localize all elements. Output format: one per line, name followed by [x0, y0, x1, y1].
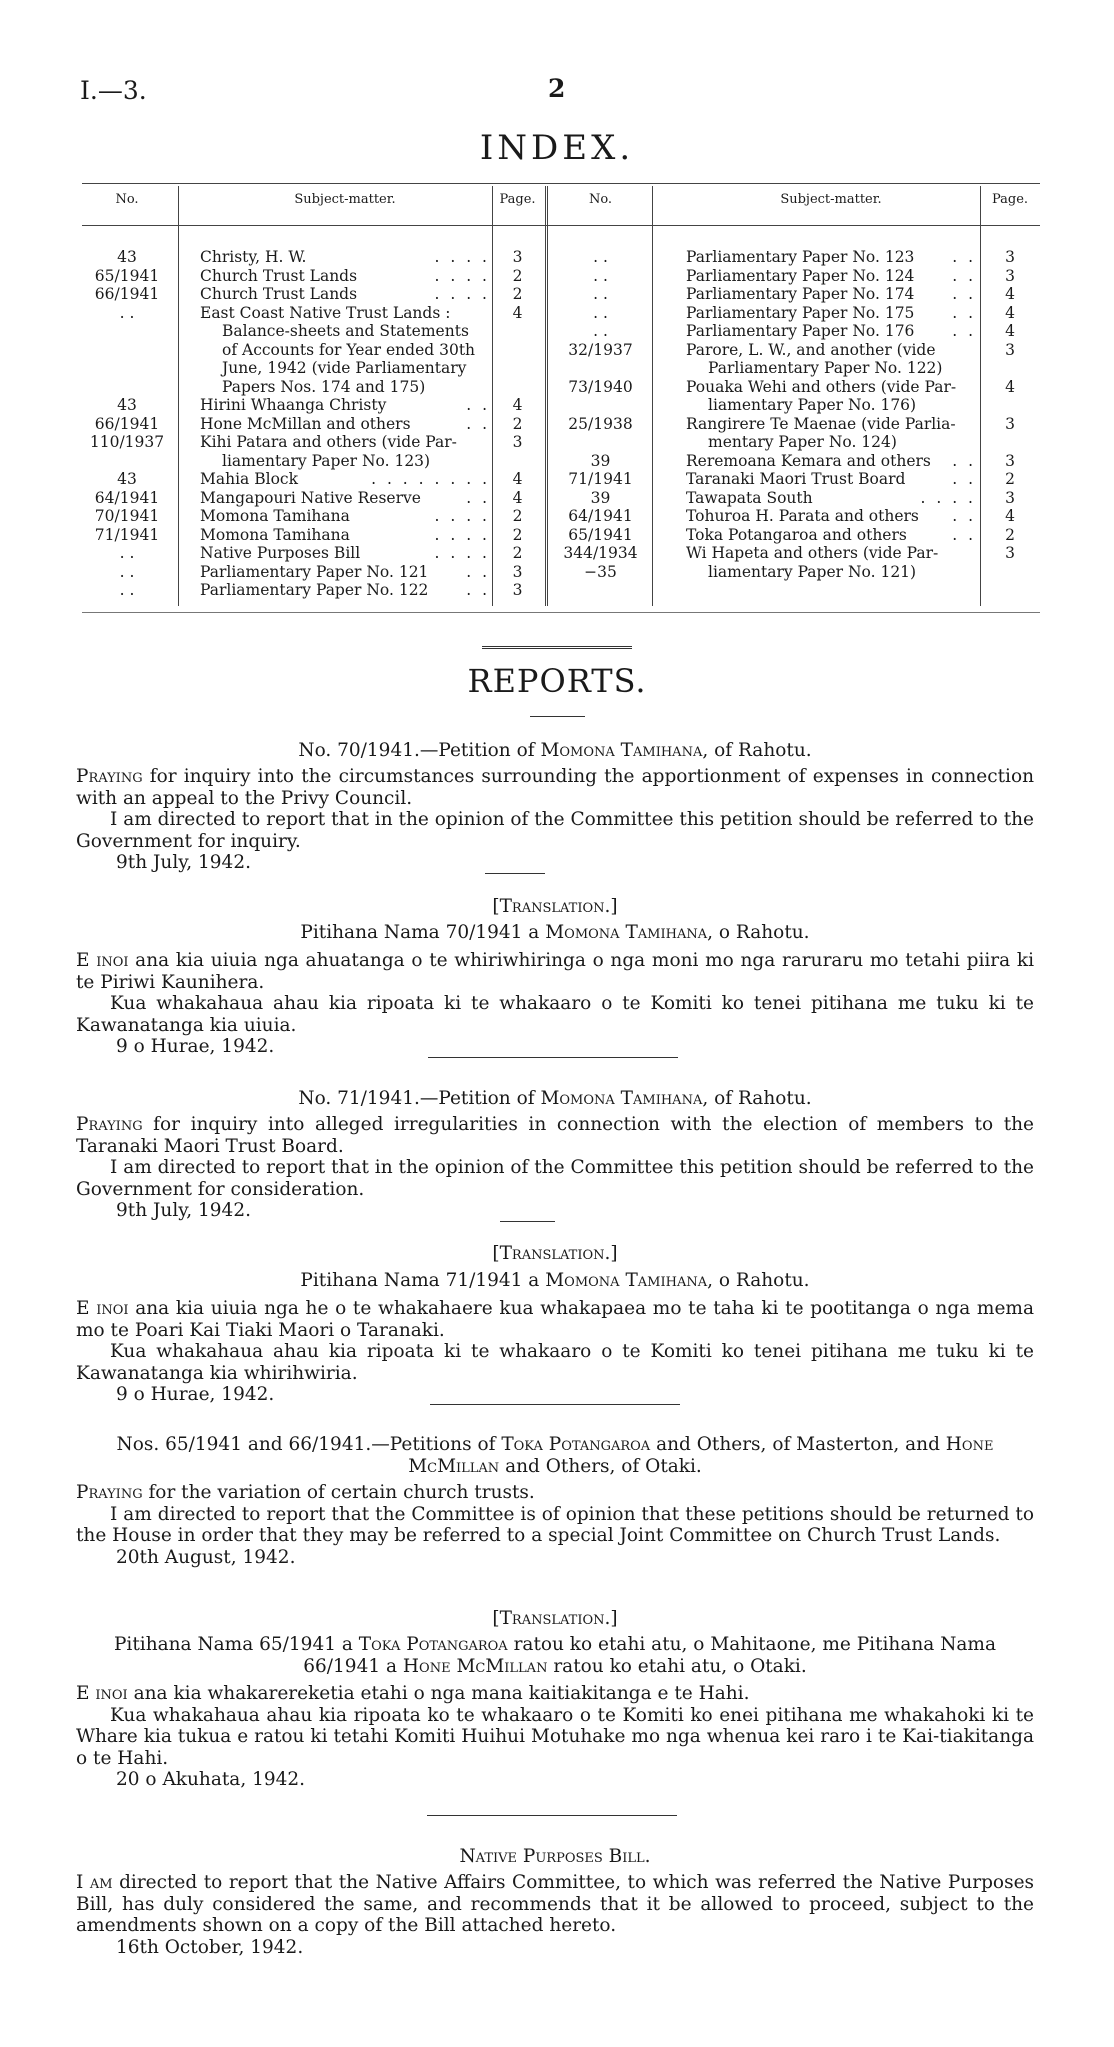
index-entry-page — [495, 359, 540, 378]
index-entry-number: 43 — [117, 248, 137, 266]
divider-rule — [428, 1057, 678, 1058]
leader-dots: . . — [466, 581, 490, 599]
petition-65-66-body: Praying for the variation of certain church trusts. I am directed to report that the Committee is of opinion that these petitions should be returned to the House in order that they may be referred to a special Joint Committee on Church Trust Lands. 20th August, 1942. — [76, 1482, 1034, 1568]
leader-dots: . . — [466, 396, 490, 414]
index-left-subjects — [200, 248, 490, 600]
index-entry-page: 4 — [512, 488, 523, 507]
index-entry-subject: Toka Potangaroa and others . . — [686, 525, 976, 544]
leader-dots: . . — [952, 285, 976, 303]
index-entry-page — [985, 359, 1035, 378]
index-entry-subject: liamentary Paper No. 176) — [708, 396, 917, 414]
index-entry-page: 2 — [512, 507, 523, 525]
index-entry-page: 3 — [1005, 340, 1015, 359]
index-entry-subject: Parliamentary Paper No. 122) — [708, 359, 943, 377]
petition-71-heading: No. 71/1941.—Petition of Momona Tamihana, of Rahotu. — [298, 1088, 812, 1109]
index-entry-page — [495, 378, 540, 397]
index-entry-subject: Rangirere Te Maenae (vide Parlia- — [686, 414, 956, 433]
index-entry-subject: East Coast Native Trust Lands : — [200, 303, 451, 322]
index-entry-page — [985, 433, 1035, 452]
leader-dots: . . — [466, 562, 490, 581]
index-entry-subject: Church Trust Lands . . . . — [200, 285, 490, 303]
index-entry-subject: Hirini Whaanga Christy . . — [200, 396, 490, 414]
index-entry-subject: liamentary Paper No. 121) — [708, 562, 917, 581]
header-page: Page. — [499, 192, 536, 207]
leader-dots: . . . . — [434, 525, 490, 544]
index-header-rule — [82, 225, 1040, 226]
index-entry-number: . . — [119, 303, 135, 322]
header-page: Page. — [991, 192, 1029, 207]
index-entry-page: 3 — [1005, 248, 1015, 266]
index-entry-subject: Parliamentary Paper No. 123 . . — [686, 248, 976, 266]
divider-rule — [427, 1815, 677, 1816]
leader-dots: . . — [466, 488, 490, 507]
index-right-numbers — [553, 248, 648, 581]
index-header-row — [0, 192, 1114, 222]
leader-dots: . . . . — [434, 507, 490, 525]
index-entry-subject: Church Trust Lands . . . . — [200, 266, 490, 285]
petition-65-66-heading: Nos. 65/1941 and 66/1941.—Petitions of Toka Potangaroa and Others, of Masterton, and Hone McMillan and Others, of Otaki. — [116, 1434, 994, 1477]
index-right-pages — [985, 248, 1035, 581]
index-entry-page — [985, 563, 1035, 582]
index-entry-number: 32/1937 — [568, 340, 633, 359]
index-entry-subject: of Accounts for Year ended 30th — [222, 340, 476, 359]
index-entry-number: 71/1941 — [94, 525, 160, 544]
page-number: 2 — [548, 74, 566, 103]
index-entry-number: . . — [593, 285, 608, 303]
leader-dots: . . — [952, 303, 976, 322]
translation-label: [Translation.] — [492, 896, 618, 917]
index-entry-number — [82, 322, 172, 341]
index-entry-subject: Hone McMillan and others . . — [200, 414, 490, 433]
index-entry-number: 64/1941 — [568, 507, 633, 525]
index-entry-subject: Mangapouri Native Reserve . . — [200, 488, 490, 507]
index-entry-page: 3 — [512, 248, 523, 266]
index-entry-number: 66/1941 — [94, 285, 160, 303]
index-entry-subject: June, 1942 (vide Parliamentary — [222, 359, 467, 377]
leader-dots: . . — [952, 266, 976, 285]
index-entry-page: 3 — [1005, 266, 1015, 285]
index-entry-number: 73/1940 — [568, 377, 633, 396]
header-subject: Subject-matter. — [780, 192, 882, 207]
petition-71-translation-heading: Pitihana Nama 71/1941 a Momona Tamihana, o Rahotu. — [300, 1270, 810, 1291]
index-entry-page: 4 — [512, 303, 523, 322]
index-top-rule — [82, 183, 1040, 184]
index-entry-page: 2 — [1005, 525, 1015, 544]
divider-rule — [430, 1404, 680, 1405]
index-entry-number: 65/1941 — [568, 525, 633, 544]
index-entry-number — [82, 378, 172, 397]
native-purposes-bill-body: I am directed to report that the Native Affairs Committee, to which was referred the Native Purposes Bill, has duly considered the same, and recommends that it be allowed to proceed, subject to the amendments shown on a copy of the Bill attached hereto. 16th October, 1942. — [76, 1872, 1035, 1958]
divider-rule — [530, 716, 585, 717]
leader-dots: . . — [952, 525, 976, 544]
header-no: No. — [115, 192, 139, 207]
index-entry-page: 3 — [1005, 451, 1015, 470]
index-entry-number: . . — [593, 266, 608, 285]
leader-dots: . . . . — [920, 488, 976, 507]
petition-70-body — [76, 766, 1034, 874]
index-entry-subject: Mahia Block . . . . . . . . — [200, 470, 490, 488]
index-entry-number: 70/1941 — [94, 507, 160, 525]
petition-71-translation-body: E inoi ana kia uiuia nga he o te whakahaere kua whakapaea mo te taha ki te pootitanga o nga mema mo te Poari Kai Tiaki Maori o Taranaki. Kua whakahaua ahau kia ripoata ki te whakaaro o te Komiti ko tenei pitihana me tuku ki te Kawanatanga kia whirihwiria. 9 o Hurae, 1942. — [76, 1298, 1034, 1405]
index-entry-page: 3 — [1005, 488, 1015, 507]
native-purposes-bill-heading: Native Purposes Bill. — [459, 1846, 651, 1867]
divider-rule — [485, 873, 545, 874]
index-right-subjects — [686, 248, 976, 581]
petition-70-heading: No. 70/1941.—Petition of Momona Tamihana, of Rahotu. — [298, 740, 812, 761]
index-entry-page: 4 — [1005, 322, 1015, 340]
petition-praying: Praying for inquiry into the circumstances surrounding the apportionment of expenses in connection with an appeal to the Privy Council. — [76, 766, 1034, 809]
index-divider — [492, 186, 493, 606]
index-entry-subject: Kihi Patara and others (vide Par- — [200, 433, 457, 451]
index-entry-number: 39 — [590, 488, 611, 507]
index-entry-subject: Parliamentary Paper No. 124 . . — [686, 266, 976, 285]
index-entry-page: 2 — [512, 525, 523, 544]
index-entry-number: . . — [593, 322, 608, 340]
index-entry-subject: Parliamentary Paper No. 122 . . — [200, 581, 490, 599]
petition-65-66-translation-body: E inoi ana kia whakarereketia etahi o nga mana kaitiakitanga e te Hahi. Kua whakahaua ahau kia ripoata ko te whakaaro o te Komiti ko enei pitihana me whakahoki ki te Whare kia tukua e ratou ki tetahi Komiti Huihui Motuhake mo nga whenua kei raro i te Kai-tiakitanga o te Hahi. 20 o Akuhata, 1942. — [76, 1683, 1034, 1790]
index-entry-number: 64/1941 — [94, 488, 160, 507]
index-entry-page — [495, 322, 540, 341]
index-entry-number — [82, 452, 172, 471]
index-entry-subject: Parliamentary Paper No. 176 . . — [686, 322, 976, 340]
index-entry-subject: Parliamentary Paper No. 174 . . — [686, 285, 976, 303]
divider-rule — [500, 1221, 555, 1222]
index-divider — [545, 186, 548, 606]
index-divider — [980, 186, 981, 606]
index-entry-subject: Momona Tamihana . . . . — [200, 525, 490, 544]
index-entry-page: 4 — [1005, 377, 1015, 396]
index-entry-page: 4 — [1005, 285, 1015, 303]
index-entry-page: 4 — [512, 396, 523, 414]
leader-dots: . . . . — [434, 266, 490, 285]
index-divider — [652, 186, 653, 606]
index-entry-number: 25/1938 — [568, 414, 633, 433]
petitioner-name: Momona Tamihana — [540, 1088, 703, 1109]
leader-dots: . . . . — [434, 285, 490, 303]
index-entry-page: 2 — [512, 544, 523, 562]
index-entry-page: 3 — [512, 581, 523, 599]
index-entry-subject: Balance-sheets and Statements — [222, 322, 469, 340]
index-entry-subject: Reremoana Kemara and others . . — [686, 451, 976, 470]
section-double-rule — [482, 646, 632, 649]
leader-dots: . . — [952, 470, 976, 488]
index-entry-subject: Tohuroa H. Parata and others . . — [686, 507, 976, 525]
index-entry-page: 4 — [512, 470, 523, 488]
leader-dots: . . . . — [434, 544, 490, 562]
index-entry-page: 3 — [512, 562, 523, 581]
index-entry-number — [553, 396, 648, 415]
leader-dots: . . . . . . . . — [371, 470, 490, 488]
index-entry-number: −35 — [584, 562, 617, 581]
reports-title: REPORTS. — [467, 662, 647, 700]
index-entry-number — [553, 359, 648, 378]
index-entry-subject: liamentary Paper No. 123) — [222, 451, 431, 470]
index-bottom-rule — [82, 612, 1040, 613]
index-entry-number: . . — [119, 581, 135, 599]
header-no: No. — [588, 192, 613, 207]
index-entry-subject: Wi Hapeta and others (vide Par- — [686, 544, 939, 562]
index-entry-page — [495, 341, 540, 360]
index-title: INDEX. — [479, 128, 635, 168]
leader-dots: . . — [952, 248, 976, 266]
leader-dots: . . — [952, 322, 976, 340]
index-entry-page: 3 — [1005, 544, 1015, 562]
index-entry-number — [82, 341, 172, 360]
index-entry-number: 110/1937 — [89, 433, 165, 451]
index-entry-number — [553, 433, 648, 452]
index-entry-page: 2 — [512, 414, 523, 433]
index-entry-subject: Tawapata South . . . . — [686, 488, 976, 507]
index-entry-page — [985, 396, 1035, 415]
index-entry-subject: Parore, L. W., and another (vide — [686, 340, 936, 359]
leader-dots: . . — [466, 414, 490, 433]
index-entry-subject: Parliamentary Paper No. 121 . . — [200, 562, 490, 581]
index-entry-number: 43 — [117, 470, 137, 488]
index-entry-subject: mentary Paper No. 124) — [708, 433, 897, 451]
index-entry-subject: Momona Tamihana . . . . — [200, 507, 490, 525]
index-entry-page: 2 — [512, 266, 523, 285]
index-entry-page: 4 — [1005, 507, 1015, 525]
index-divider — [178, 186, 179, 606]
index-entry-number: . . — [119, 562, 135, 581]
leader-dots: . . — [952, 451, 976, 470]
petition-65-66-translation-heading: Pitihana Nama 65/1941 a Toka Potangaroa ratou ko etahi atu, o Mahitaone, me Pitihana Nama 66/1941 a Hone McMillan ratou ko etahi atu, o Otaki. — [113, 1634, 996, 1677]
index-entry-page: 2 — [1005, 470, 1015, 488]
translation-label: [Translation.] — [492, 1608, 618, 1629]
index-entry-number: 39 — [590, 451, 611, 470]
petition-71-body: Praying for inquiry into alleged irregularities in connection with the election of members to the Taranaki Maori Trust Board. I am directed to report that in the opinion of the Committee this petition should be referred to the Government for consideration. 9th July, 1942. — [76, 1114, 1034, 1221]
index-entry-number — [82, 359, 172, 378]
index-entry-number: 71/1941 — [568, 470, 633, 488]
index-entry-number: . . — [119, 544, 135, 562]
index-left-numbers — [82, 248, 172, 600]
petitioner-name: Momona Tamihana — [540, 740, 703, 761]
document-code: I.—3. — [80, 76, 147, 105]
translation-label: [Translation.] — [492, 1243, 618, 1264]
committee-report: I am directed to report that in the opinion of the Committee this petition should be referred to the Government for inquiry. — [76, 809, 1034, 852]
index-entry-number: 66/1941 — [94, 414, 160, 433]
index-entry-number: . . — [593, 248, 608, 266]
index-entry-number: 65/1941 — [94, 266, 160, 285]
leader-dots: . . . . — [434, 248, 490, 266]
report-date: 9th July, 1942. — [116, 852, 251, 873]
index-entry-page — [495, 452, 540, 471]
petition-70-translation-heading: Pitihana Nama 70/1941 a Momona Tamihana, o Rahotu. — [300, 922, 810, 943]
index-entry-page: 2 — [512, 285, 523, 303]
index-entry-subject: Native Purposes Bill . . . . — [200, 544, 490, 562]
index-entry-page: 4 — [1005, 303, 1015, 322]
index-entry-page: 3 — [1005, 414, 1015, 433]
index-entry-subject: Papers Nos. 174 and 175) — [222, 377, 426, 396]
index-entry-number: . . — [593, 303, 608, 322]
petition-70-translation-body: E inoi ana kia uiuia nga ahuatanga o te whiriwhiringa o nga moni mo nga raruraru mo tetahi piira ki te Piriwi Kaunihera. Kua whakahaua ahau kia ripoata ki te whakaaro o te Komiti ko tenei pitihana me tuku ki te Kawanatanga kia uiuia. 9 o Hurae, 1942. — [76, 950, 1034, 1057]
index-entry-subject: Parliamentary Paper No. 175 . . — [686, 303, 976, 322]
index-entry-page: 3 — [512, 433, 523, 451]
index-entry-number: 43 — [117, 396, 137, 414]
index-entry-subject: Pouaka Wehi and others (vide Par- — [686, 377, 957, 396]
index-entry-number: 344/1934 — [563, 544, 638, 562]
index-left-pages — [495, 248, 540, 600]
index-entry-subject: Taranaki Maori Trust Board . . — [686, 470, 976, 488]
leader-dots: . . — [952, 507, 976, 525]
index-entry-subject: Christy, H. W. . . . . — [200, 248, 490, 266]
header-subject: Subject-matter. — [294, 192, 396, 207]
